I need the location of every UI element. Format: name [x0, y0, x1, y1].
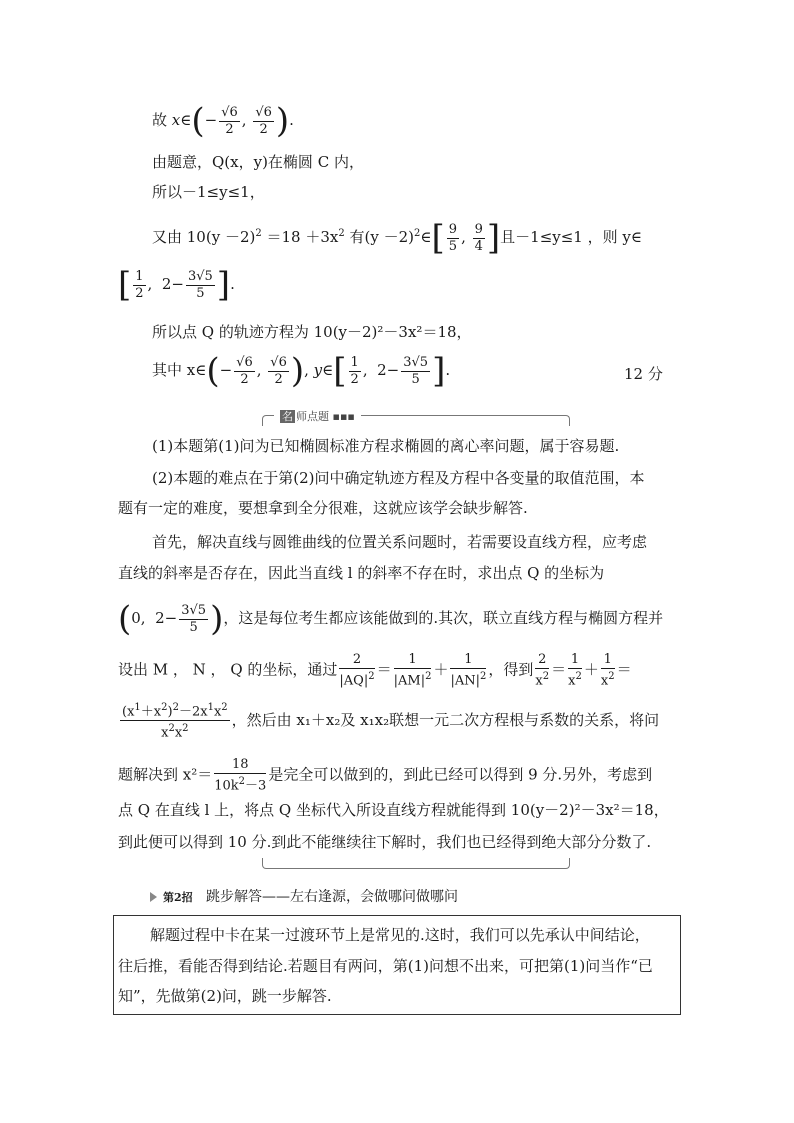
teacher-comment-badge: 名 师点题 ▪▪▪ — [274, 408, 361, 424]
solution-line-derivation: 又由 $10(y -2)^2 =18 +3x^2$ 有$(y -2)^2\in$[ $\frac{9}{5}$ , $\frac{9}{4}$ ]且－1≤y≤1 ，则 y∈ — [152, 218, 642, 258]
comment-p3f: 题解决到 x²＝ $\frac{18}{10k^2-3}$ 是完全可以做到的，到此已经可以得到 9 分.另外，考虑到 — [118, 757, 653, 794]
comment-p3c: (0, 2− $\frac{3√5}{5}$ )，这是每位考生都应该能做到的.其次，联立直线方程与椭圆方程并 — [118, 599, 664, 639]
comment-p3b: 直线的斜率是否存在，因此当直线 l 的斜率不存在时，求出点 Q 的坐标为 — [118, 564, 605, 582]
comment-p3a: 首先，解决直线与圆锥曲线的位置关系问题时，若需要设直线方程，应考虑 — [152, 533, 648, 551]
solution-line-final: 其中 x∈(− $\frac{√6}{2}$ , $\frac{√6}{2}$ ), y∈[ $\frac{1}{2}$ , 2− $\frac{3√5}{5}$ ]. — [152, 351, 451, 391]
score-label: 12 分 — [624, 365, 663, 383]
tip-body-1: 解题过程中卡在某一过渡环节上是常见的.这时，我们可以先承认中间结论， — [150, 926, 650, 944]
comment-p2b: 题有一定的难度，要想拿到全分很难，这就应该学会缺步解答. — [118, 499, 528, 517]
tip-heading: 第2招 跳步解答——左右逢源，会做哪问做哪问 — [150, 887, 458, 908]
comment-p2a: (2)本题的难点在于第(2)问中确定轨迹方程及方程中各变量的取值范围，本 — [152, 469, 645, 487]
solution-line-y-range: [ $\frac{1}{2}$ , 2− $\frac{3√5}{5}$ ]. — [118, 265, 235, 305]
comment-p3g: 点 Q 在直线 l 上，将点 Q 坐标代入所设直线方程就能得到 10(y－2)²－3x²＝18， — [118, 801, 669, 819]
comment-box-bottom — [262, 858, 570, 869]
comment-p1: (1)本题第(1)问为已知椭圆标准方程求椭圆的离心率问题，属于容易题. — [152, 437, 620, 455]
solution-line-x-range: 故 x∈(− $\frac{√6}{2}$ , $\frac{√6}{2}$ ). — [152, 101, 294, 141]
tip-body-3: 知”，先做第(2)问，跳一步解答. — [118, 987, 332, 1005]
solution-line-y-bound: 所以－1≤y≤1， — [152, 183, 265, 201]
solution-line-trajectory: 所以点 Q 的轨迹方程为 10(y－2)²－3x²＝18， — [152, 323, 472, 341]
tip-body-2: 往后推，看能否得到结论.若题目有两问，第(1)问想不出来，可把第(1)问当作“已 — [118, 957, 653, 975]
comment-p3h: 到此便可以得到 10 分.到此不能继续往下解时，我们也已经得到绝大部分分数了. — [118, 833, 652, 851]
solution-line-ellipse: 由题意，Q(x，y)在椭圆 C 内， — [152, 153, 364, 171]
triangle-marker-icon — [150, 892, 157, 902]
comment-p3e: $\frac{(x^1+x^2)^2-2x^1x^2}{x^2x^2}$ ，然后由 x₁＋x₂及 x₁x₂联想一元二次方程根与系数的关系，将问 — [122, 702, 660, 741]
comment-p3d: 设出 M ， N ， Q 的坐标，通过 $\frac{2}{|AQ|^2}$ ＝ $\frac{1}{|AM|^2}$ ＋ $\frac{1}{|AN|^2}$ ，得到 $\frac{2}{x^2}$ ＝ $\frac{1}{x^2}$ ＋ $\frac{1}{x^2}$ ＝ — [118, 652, 632, 689]
